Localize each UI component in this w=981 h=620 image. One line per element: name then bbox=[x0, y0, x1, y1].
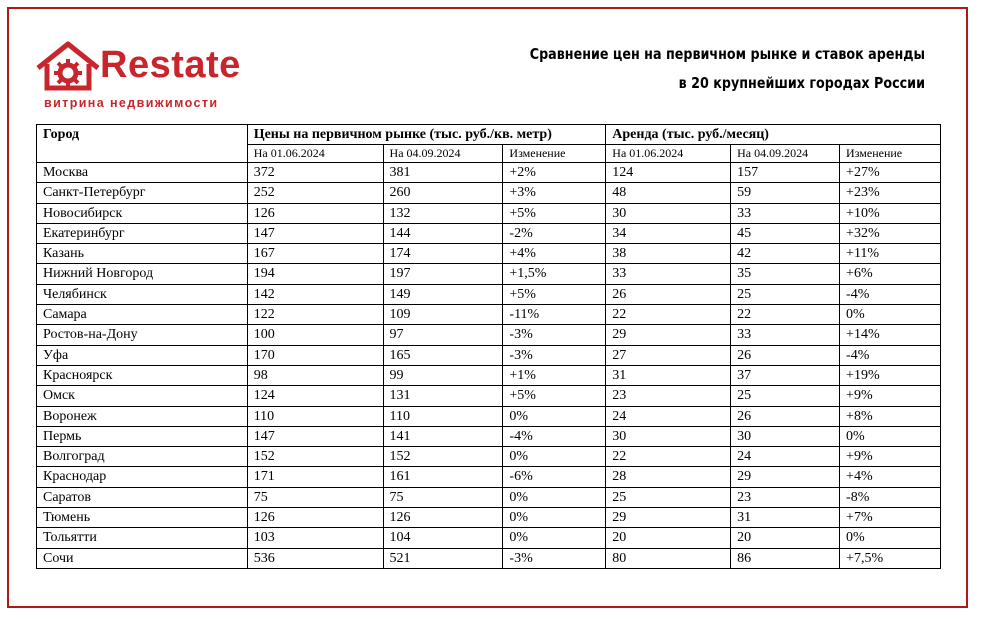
rent-sept-cell: 23 bbox=[731, 487, 840, 507]
city-cell: Казань bbox=[37, 244, 248, 264]
restate-logo bbox=[36, 40, 276, 112]
table-body bbox=[37, 163, 941, 569]
price-change-cell: -6% bbox=[503, 467, 606, 487]
city-cell: Самара bbox=[37, 305, 248, 325]
city-cell: Екатеринбург bbox=[37, 223, 248, 243]
price-change-cell: +5% bbox=[503, 386, 606, 406]
price-june-cell: 170 bbox=[247, 345, 383, 365]
city-cell: Москва bbox=[37, 163, 248, 183]
price-change-cell: +1% bbox=[503, 365, 606, 385]
price-change-cell: +5% bbox=[503, 284, 606, 304]
price-june-cell: 98 bbox=[247, 365, 383, 385]
city-cell: Нижний Новгород bbox=[37, 264, 248, 284]
price-sept-cell: 99 bbox=[383, 365, 503, 385]
price-june-cell: 100 bbox=[247, 325, 383, 345]
table-row bbox=[37, 406, 941, 426]
price-sept-cell: 521 bbox=[383, 548, 503, 568]
price-june-cell: 110 bbox=[247, 406, 383, 426]
city-cell: Омск bbox=[37, 386, 248, 406]
comparison-table bbox=[36, 124, 941, 569]
logo-tagline: витрина недвижимости bbox=[44, 96, 219, 110]
rent-change-cell: +32% bbox=[840, 223, 941, 243]
price-sept-cell: 104 bbox=[383, 528, 503, 548]
table-row bbox=[37, 244, 941, 264]
price-june-cell: 103 bbox=[247, 528, 383, 548]
rent-sept-cell: 157 bbox=[731, 163, 840, 183]
price-change-cell: +4% bbox=[503, 244, 606, 264]
price-sept-cell: 174 bbox=[383, 244, 503, 264]
prices-column-header: Цены на первичном рынке (тыс. руб./кв. метр) bbox=[247, 125, 606, 145]
rent-june-cell: 22 bbox=[606, 305, 731, 325]
title-line-2: в 20 крупнейших городах России bbox=[678, 74, 925, 92]
price-change-cell: -2% bbox=[503, 223, 606, 243]
rent-sept-cell: 86 bbox=[731, 548, 840, 568]
rent-june-cell: 30 bbox=[606, 203, 731, 223]
price-june-cell: 142 bbox=[247, 284, 383, 304]
price-june-cell: 124 bbox=[247, 386, 383, 406]
rent-sept-cell: 25 bbox=[731, 284, 840, 304]
price-sept-cell: 132 bbox=[383, 203, 503, 223]
rent-change-cell: +11% bbox=[840, 244, 941, 264]
subheader-cell: На 01.06.2024 bbox=[247, 145, 383, 163]
rent-change-cell: -8% bbox=[840, 487, 941, 507]
price-june-cell: 171 bbox=[247, 467, 383, 487]
price-june-cell: 75 bbox=[247, 487, 383, 507]
rent-sept-cell: 26 bbox=[731, 345, 840, 365]
rent-june-cell: 124 bbox=[606, 163, 731, 183]
rent-sept-cell: 24 bbox=[731, 447, 840, 467]
rent-june-cell: 48 bbox=[606, 183, 731, 203]
price-change-cell: -11% bbox=[503, 305, 606, 325]
city-cell: Тюмень bbox=[37, 508, 248, 528]
rent-change-cell: +7,5% bbox=[840, 548, 941, 568]
rent-sept-cell: 37 bbox=[731, 365, 840, 385]
price-june-cell: 126 bbox=[247, 203, 383, 223]
city-column-header: Город bbox=[37, 125, 248, 163]
rent-june-cell: 30 bbox=[606, 426, 731, 446]
rent-sept-cell: 26 bbox=[731, 406, 840, 426]
city-cell: Краснодар bbox=[37, 467, 248, 487]
rent-change-cell: +27% bbox=[840, 163, 941, 183]
rent-sept-cell: 35 bbox=[731, 264, 840, 284]
city-cell: Тольятти bbox=[37, 528, 248, 548]
rent-june-cell: 80 bbox=[606, 548, 731, 568]
price-june-cell: 152 bbox=[247, 447, 383, 467]
city-cell: Ростов-на-Дону bbox=[37, 325, 248, 345]
table-row bbox=[37, 264, 941, 284]
rent-june-cell: 34 bbox=[606, 223, 731, 243]
price-june-cell: 167 bbox=[247, 244, 383, 264]
rent-sept-cell: 45 bbox=[731, 223, 840, 243]
rent-june-cell: 28 bbox=[606, 467, 731, 487]
rent-change-cell: 0% bbox=[840, 426, 941, 446]
rent-sept-cell: 29 bbox=[731, 467, 840, 487]
rent-change-cell: 0% bbox=[840, 305, 941, 325]
city-cell: Саратов bbox=[37, 487, 248, 507]
rent-sept-cell: 31 bbox=[731, 508, 840, 528]
city-cell: Волгоград bbox=[37, 447, 248, 467]
city-cell: Сочи bbox=[37, 548, 248, 568]
subheader-cell: На 01.06.2024 bbox=[606, 145, 731, 163]
price-change-cell: 0% bbox=[503, 447, 606, 467]
price-june-cell: 536 bbox=[247, 548, 383, 568]
table-row bbox=[37, 203, 941, 223]
rent-change-cell: +8% bbox=[840, 406, 941, 426]
price-sept-cell: 126 bbox=[383, 508, 503, 528]
rent-june-cell: 22 bbox=[606, 447, 731, 467]
price-change-cell: -3% bbox=[503, 325, 606, 345]
price-sept-cell: 152 bbox=[383, 447, 503, 467]
rent-sept-cell: 30 bbox=[731, 426, 840, 446]
rent-sept-cell: 42 bbox=[731, 244, 840, 264]
rent-june-cell: 31 bbox=[606, 365, 731, 385]
price-change-cell: +2% bbox=[503, 163, 606, 183]
city-cell: Пермь bbox=[37, 426, 248, 446]
subheader-cell: Изменение bbox=[840, 145, 941, 163]
rent-sept-cell: 59 bbox=[731, 183, 840, 203]
price-sept-cell: 144 bbox=[383, 223, 503, 243]
rent-june-cell: 20 bbox=[606, 528, 731, 548]
rent-change-cell: +19% bbox=[840, 365, 941, 385]
table-row bbox=[37, 305, 941, 325]
price-june-cell: 252 bbox=[247, 183, 383, 203]
city-cell: Уфа bbox=[37, 345, 248, 365]
title-line-1: Сравнение цен на первичном рынке и ставок аренды bbox=[529, 45, 925, 63]
rent-change-cell: +10% bbox=[840, 203, 941, 223]
rent-change-cell: 0% bbox=[840, 528, 941, 548]
table-row bbox=[37, 183, 941, 203]
rent-change-cell: +4% bbox=[840, 467, 941, 487]
rent-june-cell: 24 bbox=[606, 406, 731, 426]
subheader-cell: Изменение bbox=[503, 145, 606, 163]
rent-sept-cell: 22 bbox=[731, 305, 840, 325]
city-cell: Санкт-Петербург bbox=[37, 183, 248, 203]
price-sept-cell: 141 bbox=[383, 426, 503, 446]
rent-change-cell: +23% bbox=[840, 183, 941, 203]
table-row bbox=[37, 508, 941, 528]
rent-sept-cell: 20 bbox=[731, 528, 840, 548]
table-row bbox=[37, 386, 941, 406]
subheader-cell: На 04.09.2024 bbox=[731, 145, 840, 163]
price-june-cell: 194 bbox=[247, 264, 383, 284]
table-row bbox=[37, 223, 941, 243]
table-row bbox=[37, 426, 941, 446]
price-sept-cell: 97 bbox=[383, 325, 503, 345]
rent-change-cell: +7% bbox=[840, 508, 941, 528]
price-change-cell: -3% bbox=[503, 548, 606, 568]
price-june-cell: 147 bbox=[247, 426, 383, 446]
table-row bbox=[37, 365, 941, 385]
price-change-cell: -3% bbox=[503, 345, 606, 365]
rent-sept-cell: 33 bbox=[731, 203, 840, 223]
logo-wordmark: Restate bbox=[100, 44, 241, 86]
price-june-cell: 122 bbox=[247, 305, 383, 325]
price-sept-cell: 109 bbox=[383, 305, 503, 325]
price-change-cell: 0% bbox=[503, 487, 606, 507]
group-header-row bbox=[37, 125, 941, 145]
price-sept-cell: 75 bbox=[383, 487, 503, 507]
rent-change-cell: -4% bbox=[840, 284, 941, 304]
rent-change-cell: +9% bbox=[840, 386, 941, 406]
rent-june-cell: 29 bbox=[606, 508, 731, 528]
city-cell: Воронеж bbox=[37, 406, 248, 426]
table-row bbox=[37, 487, 941, 507]
house-gear-icon bbox=[36, 40, 100, 94]
price-change-cell: +3% bbox=[503, 183, 606, 203]
rent-column-header: Аренда (тыс. руб./месяц) bbox=[606, 125, 941, 145]
rent-june-cell: 26 bbox=[606, 284, 731, 304]
rent-sept-cell: 25 bbox=[731, 386, 840, 406]
price-june-cell: 147 bbox=[247, 223, 383, 243]
price-change-cell: 0% bbox=[503, 508, 606, 528]
price-change-cell: 0% bbox=[503, 406, 606, 426]
price-sept-cell: 381 bbox=[383, 163, 503, 183]
price-sept-cell: 110 bbox=[383, 406, 503, 426]
table-row bbox=[37, 548, 941, 568]
city-cell: Красноярск bbox=[37, 365, 248, 385]
table-row bbox=[37, 528, 941, 548]
price-june-cell: 126 bbox=[247, 508, 383, 528]
price-change-cell: 0% bbox=[503, 528, 606, 548]
table-row bbox=[37, 325, 941, 345]
rent-change-cell: -4% bbox=[840, 345, 941, 365]
price-sept-cell: 165 bbox=[383, 345, 503, 365]
rent-change-cell: +14% bbox=[840, 325, 941, 345]
price-sept-cell: 149 bbox=[383, 284, 503, 304]
city-cell: Новосибирск bbox=[37, 203, 248, 223]
rent-june-cell: 25 bbox=[606, 487, 731, 507]
subheader-cell: На 04.09.2024 bbox=[383, 145, 503, 163]
rent-change-cell: +6% bbox=[840, 264, 941, 284]
table-row bbox=[37, 467, 941, 487]
table-row bbox=[37, 345, 941, 365]
table-row bbox=[37, 284, 941, 304]
rent-june-cell: 29 bbox=[606, 325, 731, 345]
price-change-cell: -4% bbox=[503, 426, 606, 446]
table-row bbox=[37, 163, 941, 183]
rent-change-cell: +9% bbox=[840, 447, 941, 467]
page-title bbox=[530, 40, 925, 98]
price-sept-cell: 161 bbox=[383, 467, 503, 487]
city-cell: Челябинск bbox=[37, 284, 248, 304]
price-sept-cell: 260 bbox=[383, 183, 503, 203]
rent-june-cell: 23 bbox=[606, 386, 731, 406]
price-sept-cell: 131 bbox=[383, 386, 503, 406]
price-june-cell: 372 bbox=[247, 163, 383, 183]
rent-sept-cell: 33 bbox=[731, 325, 840, 345]
price-change-cell: +5% bbox=[503, 203, 606, 223]
rent-june-cell: 33 bbox=[606, 264, 731, 284]
price-sept-cell: 197 bbox=[383, 264, 503, 284]
table-row bbox=[37, 447, 941, 467]
price-change-cell: +1,5% bbox=[503, 264, 606, 284]
rent-june-cell: 38 bbox=[606, 244, 731, 264]
rent-june-cell: 27 bbox=[606, 345, 731, 365]
